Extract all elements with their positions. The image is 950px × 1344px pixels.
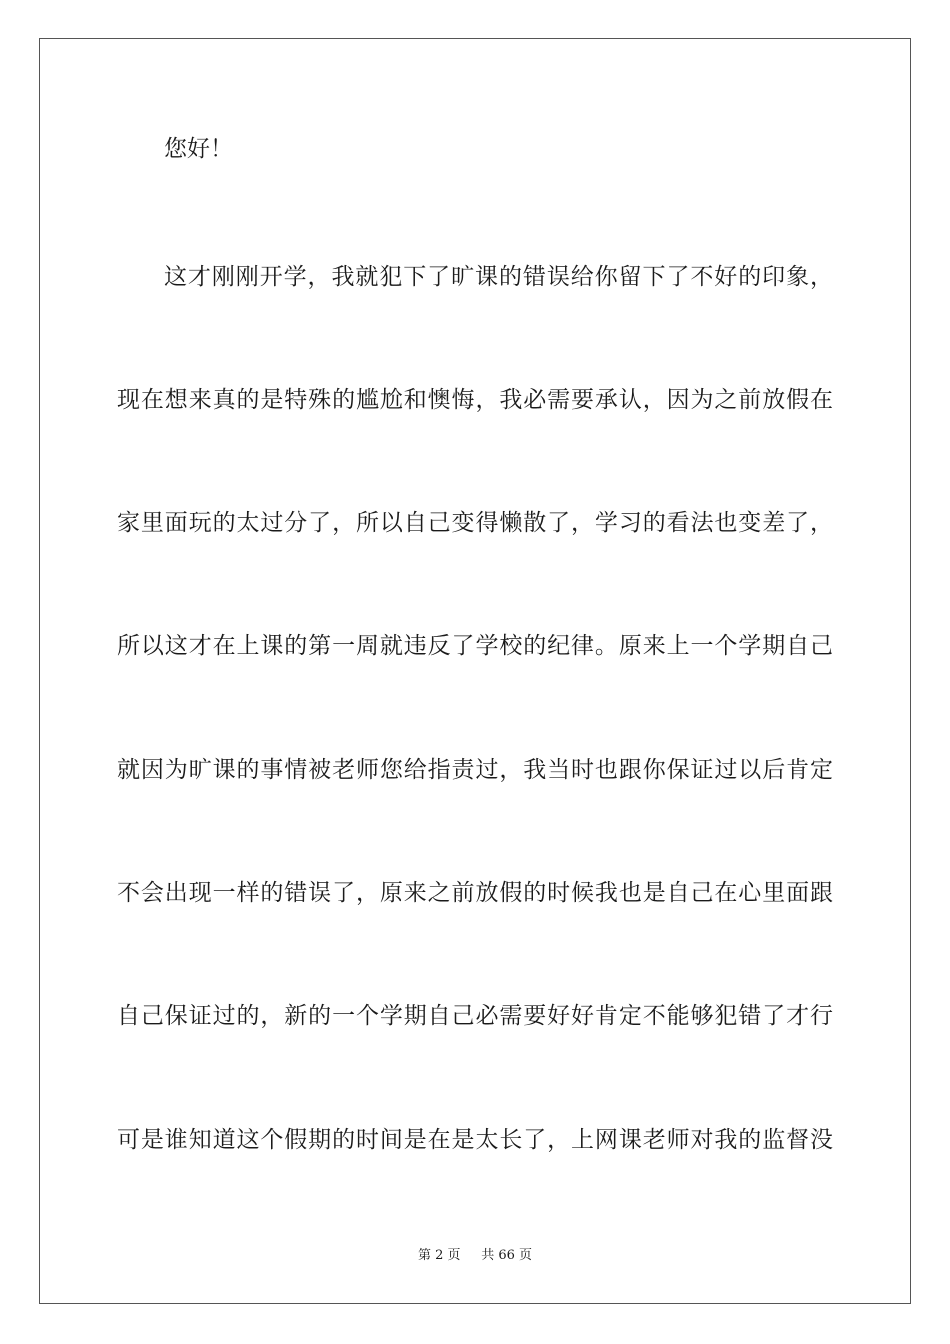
page-border	[39, 38, 911, 1304]
greeting-text: 您好！	[164, 136, 233, 162]
paragraph-line-8: 可是谁知道这个假期的时间是在是太长了，上网课老师对我的监督没	[117, 1127, 833, 1153]
total-pages: 共 66 页	[481, 1248, 533, 1263]
paragraph-line-1: 这才刚刚开学，我就犯下了旷课的错误给你留下了不好的印象，	[164, 264, 833, 290]
footer-gap	[461, 1248, 482, 1263]
paragraph-line-4: 所以这才在上课的第一周就违反了学校的纪律。原来上一个学期自己	[117, 633, 833, 659]
paragraph-line-2: 现在想来真的是特殊的尴尬和懊悔，我必需要承认，因为之前放假在	[117, 387, 833, 413]
paragraph-line-7: 自己保证过的，新的一个学期自己必需要好好肯定不能够犯错了才行	[117, 1003, 833, 1029]
paragraph-line-6: 不会出现一样的错误了，原来之前放假的时候我也是自己在心里面跟	[117, 880, 833, 906]
paragraph-line-5: 就因为旷课的事情被老师您给指责过，我当时也跟你保证过以后肯定	[117, 757, 833, 783]
paragraph-line-3: 家里面玩的太过分了，所以自己变得懒散了，学习的看法也变差了，	[117, 510, 833, 536]
page-number: 第 2 页	[417, 1248, 461, 1263]
page-footer	[0, 1248, 950, 1264]
